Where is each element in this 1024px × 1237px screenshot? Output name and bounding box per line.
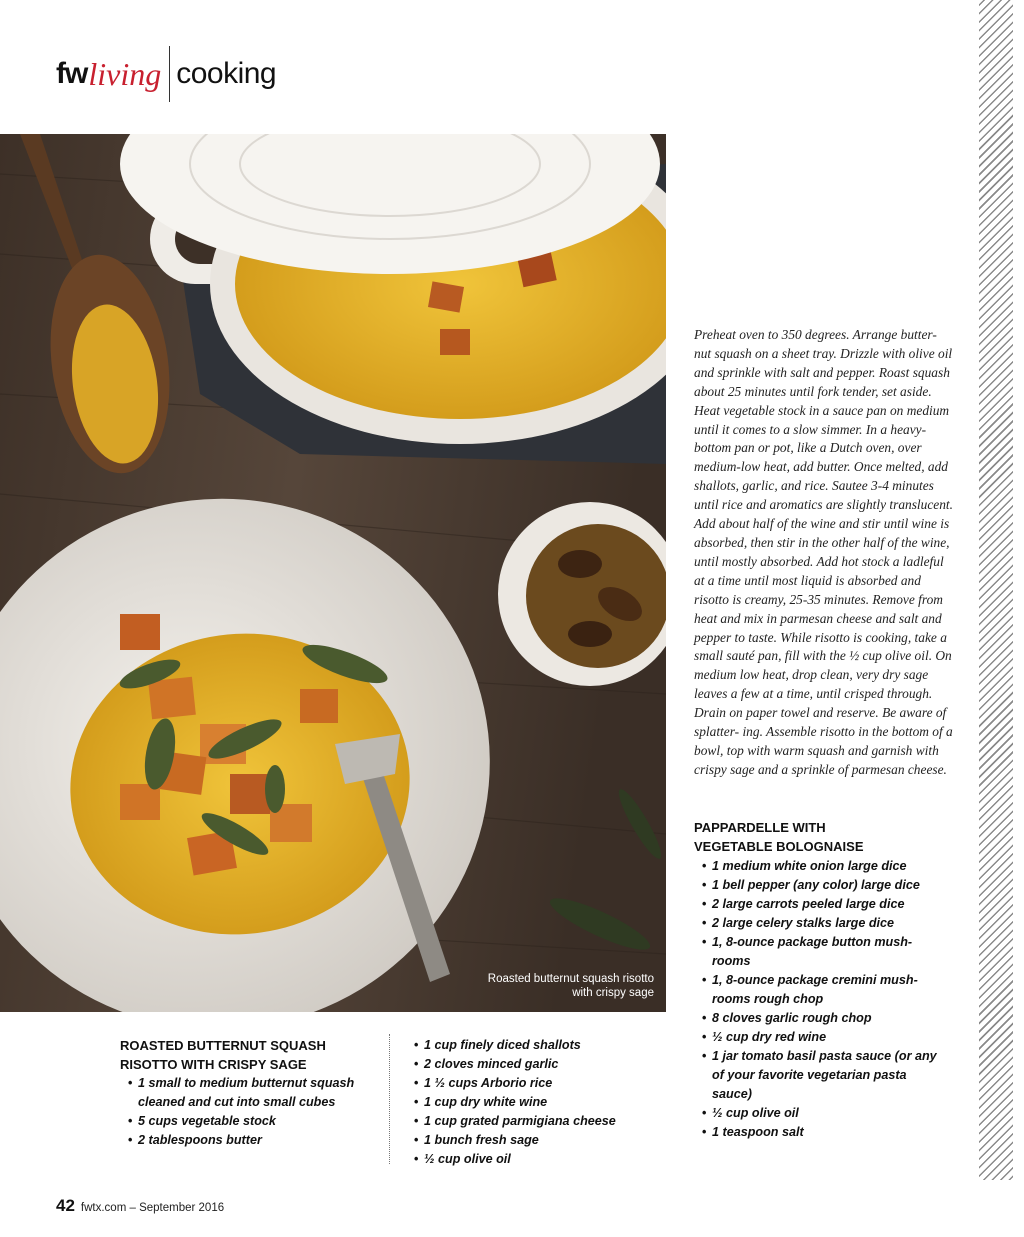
pappardelle-title-line1: PAPPARDELLE WITH <box>694 820 826 835</box>
list-item: • ½ cup olive oil <box>694 1104 944 1123</box>
pappardelle-title-line2: VEGETABLE BOLOGNAISE <box>694 839 864 854</box>
pappardelle-ingredients <box>694 857 944 1142</box>
risotto-recipe <box>120 1036 360 1150</box>
list-item: • 2 tablespoons butter <box>120 1131 360 1150</box>
brand-living: living <box>88 55 162 92</box>
folio <box>56 1196 224 1216</box>
list-item: • 8 cloves garlic rough chop <box>694 1009 944 1028</box>
photo-caption <box>488 972 654 1000</box>
pappardelle-recipe <box>694 818 944 1142</box>
list-item: • 2 large celery stalks large dice <box>694 914 944 933</box>
list-item: • 2 cloves minced garlic <box>408 1055 648 1074</box>
section-name: cooking <box>176 57 277 90</box>
list-item: • 1 cup dry white wine <box>408 1093 648 1112</box>
list-item: • 1 ½ cups Arborio rice <box>408 1074 648 1093</box>
page-number: 42 <box>56 1196 75 1215</box>
list-item: • 1 teaspoon salt <box>694 1123 944 1142</box>
masthead-divider <box>169 46 170 102</box>
list-item: • 5 cups vegetable stock <box>120 1112 360 1131</box>
photo-caption-line2: with crispy sage <box>572 987 654 999</box>
column-divider <box>389 1034 390 1164</box>
risotto-instructions: Preheat oven to 350 degrees. Arrange butter- nut squash on a sheet tray. Drizzle with olive oil and sprinkle with salt and pepper. Roast squash about 25 minutes until fork tender, set aside. Heat vegetable stock in a sauce pan on medium until it comes to a slow simmer. In a heavy-bottom pan or pot, like a Dutch oven, over medium-low heat, add butter. Once melted, add shallots, garlic, and rice. Sautee 3-4 minutes until rice and aromatics are slightly translucent. Add about half of the wine and stir until wine is absorbed, then stir in the other half of the wine, until mostly absorbed. Add hot stock a ladleful at a time until most liquid is absorbed and risotto is creamy, 25-35 minutes. Remove from heat and mix in parmesan cheese and salt and pepper to taste. While risotto is cooking, take a small sauté pan, fill with the ½ cup olive oil. On medium low heat, drop clean, very dry sage leaves a few at a time, until crisped through. Drain on paper towel and reserve. Be aware of splatter- ing. Assemble risotto in the bottom of a bowl, top with warm squash and garnish with crispy sage and a sprinkle of parmesan cheese. <box>694 327 953 777</box>
list-item: • 1 medium white onion large dice <box>694 857 944 876</box>
list-item: • 1, 8-ounce package button mush- rooms <box>694 933 944 971</box>
list-item: • 1 cup finely diced shallots <box>408 1036 648 1055</box>
masthead <box>56 44 276 104</box>
risotto-title-line2: RISOTTO WITH CRISPY SAGE <box>120 1057 307 1072</box>
list-item: • ½ cup dry red wine <box>694 1028 944 1047</box>
hatch-pattern <box>979 0 1013 1180</box>
folio-text: fwtx.com – September 2016 <box>80 1202 225 1214</box>
risotto-ingredients-a <box>120 1074 360 1150</box>
recipe-photo-illustration <box>0 134 666 1012</box>
page-edge <box>969 0 1024 1237</box>
risotto-title-line1: ROASTED BUTTERNUT SQUASH <box>120 1038 326 1053</box>
list-item: • 1, 8-ounce package cremini mush- rooms rough chop <box>694 971 944 1009</box>
risotto-ingredients-continued <box>408 1036 648 1169</box>
list-item: • ½ cup olive oil <box>408 1150 648 1169</box>
list-item: • 1 bell pepper (any color) large dice <box>694 876 944 895</box>
list-item: • 1 cup grated parmigiana cheese <box>408 1112 648 1131</box>
list-item: • 1 small to medium butternut squash cleaned and cut into small cubes <box>120 1074 360 1112</box>
risotto-ingredients-b <box>408 1036 648 1169</box>
list-item: • 1 bunch fresh sage <box>408 1131 648 1150</box>
brand-fw: fw <box>56 57 88 90</box>
recipe-photo <box>0 134 666 1012</box>
list-item: • 1 jar tomato basil pasta sauce (or any of your favorite vegetarian pasta sauce) <box>694 1047 944 1104</box>
list-item: • 2 large carrots peeled large dice <box>694 895 944 914</box>
photo-caption-line1: Roasted butternut squash risotto <box>487 973 654 985</box>
